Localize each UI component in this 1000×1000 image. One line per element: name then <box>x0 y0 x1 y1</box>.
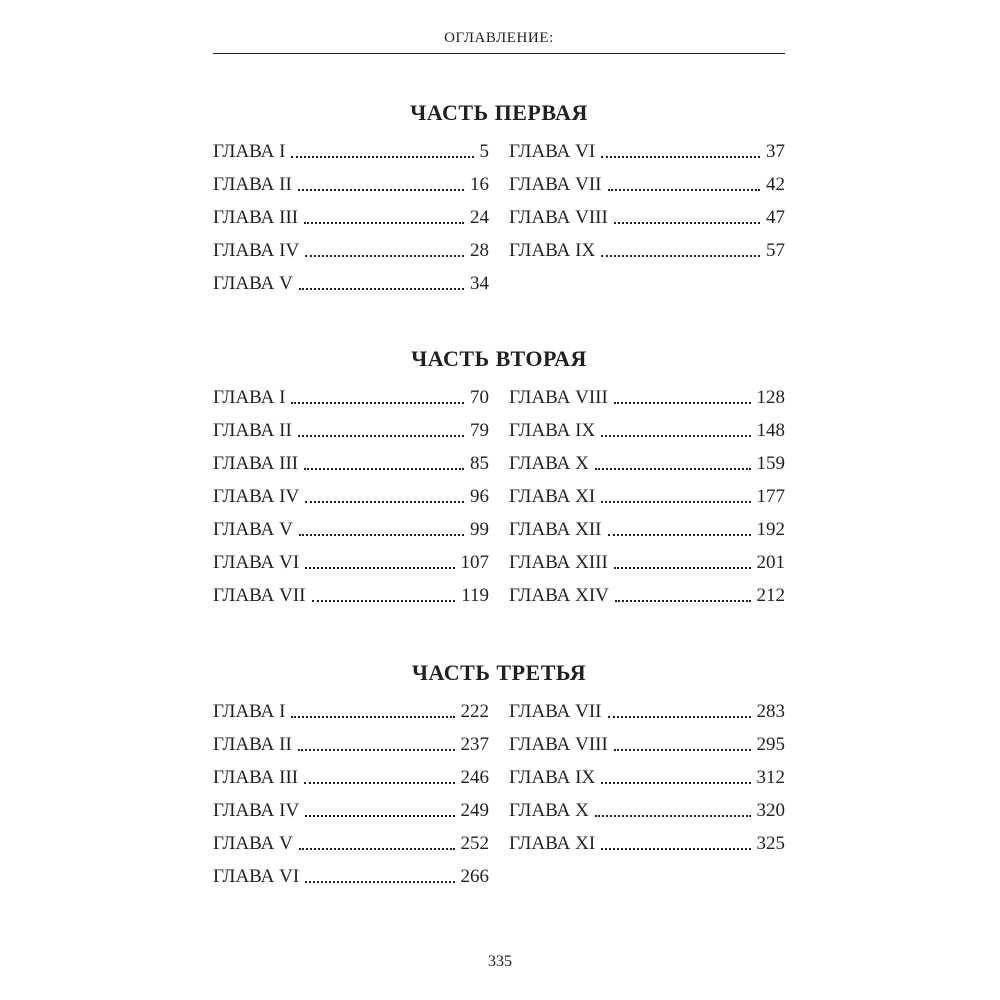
toc-entry <box>213 761 489 794</box>
toc-entry <box>213 579 489 612</box>
dot-leader <box>298 188 464 191</box>
dot-leader <box>601 155 760 158</box>
dot-leader <box>305 500 464 503</box>
toc-entry <box>213 414 489 447</box>
chapter-page-number: 325 <box>756 833 785 854</box>
chapter-label: ГЛАВА V <box>213 273 293 294</box>
dot-leader <box>614 566 751 569</box>
chapter-label: ГЛАВА VII <box>509 174 602 195</box>
dot-leader <box>291 401 464 404</box>
toc-column-left <box>213 695 489 893</box>
dot-leader <box>614 401 751 404</box>
dot-leader <box>614 748 751 751</box>
dot-leader <box>601 500 750 503</box>
chapter-label: ГЛАВА II <box>213 734 292 755</box>
dot-leader <box>304 467 464 470</box>
toc-entry <box>213 135 489 168</box>
chapter-label: ГЛАВА VIII <box>509 387 608 408</box>
toc-column-right <box>509 695 785 860</box>
toc-entry <box>509 201 785 234</box>
chapter-label: ГЛАВА III <box>213 453 299 474</box>
chapter-page-number: 252 <box>460 833 489 854</box>
toc-entry <box>509 480 785 513</box>
dot-leader <box>614 221 760 224</box>
chapter-page-number: 148 <box>756 420 785 441</box>
dot-leader <box>312 599 456 602</box>
chapter-label: ГЛАВА II <box>213 174 292 195</box>
dot-leader <box>304 221 464 224</box>
dot-leader <box>595 814 751 817</box>
chapter-page-number: 192 <box>756 519 785 540</box>
chapter-label: ГЛАВА VI <box>213 866 300 887</box>
part-title: ЧАСТЬ ПЕРВАЯ <box>410 100 588 125</box>
dot-leader <box>305 880 454 883</box>
toc-column-left <box>213 135 489 300</box>
dot-leader <box>608 188 761 191</box>
dot-leader <box>298 434 464 437</box>
toc-entry <box>509 761 785 794</box>
toc-entry <box>213 447 489 480</box>
chapter-page-number: 70 <box>470 387 489 408</box>
chapter-page-number: 119 <box>461 585 489 606</box>
toc-entry <box>213 234 489 267</box>
toc-entry <box>509 513 785 546</box>
toc-entry <box>213 695 489 728</box>
chapter-page-number: 295 <box>756 734 785 755</box>
chapter-label: ГЛАВА IX <box>509 420 596 441</box>
dot-leader <box>299 533 464 536</box>
chapter-label: ГЛАВА VIII <box>509 207 608 228</box>
dot-leader <box>299 287 464 290</box>
toc-entry <box>509 579 785 612</box>
dot-leader <box>608 715 751 718</box>
chapter-page-number: 283 <box>756 701 785 722</box>
toc-column-right <box>509 381 785 612</box>
dot-leader <box>298 748 455 751</box>
dot-leader <box>601 254 760 257</box>
chapter-label: ГЛАВА III <box>213 207 299 228</box>
toc-entry <box>213 201 489 234</box>
chapter-page-number: 177 <box>756 486 785 507</box>
chapter-label: ГЛАВА IV <box>213 486 300 507</box>
chapter-page-number: 107 <box>460 552 489 573</box>
chapter-page-number: 24 <box>470 207 489 228</box>
chapter-page-number: 249 <box>460 800 489 821</box>
chapter-page-number: 96 <box>470 486 489 507</box>
chapter-label: ГЛАВА VII <box>509 701 602 722</box>
chapter-page-number: 47 <box>766 207 785 228</box>
chapter-page-number: 79 <box>470 420 489 441</box>
chapter-label: ГЛАВА VI <box>509 141 596 162</box>
running-title: ОГЛАВЛЕНИЕ: <box>444 30 554 46</box>
chapter-label: ГЛАВА VI <box>213 552 300 573</box>
dot-leader <box>291 155 473 158</box>
dot-leader <box>608 533 751 536</box>
chapter-label: ГЛАВА VII <box>213 585 306 606</box>
chapter-page-number: 222 <box>460 701 489 722</box>
toc-entry <box>213 168 489 201</box>
toc-column-left <box>213 381 489 612</box>
chapter-page-number: 28 <box>470 240 489 261</box>
chapter-page-number: 85 <box>470 453 489 474</box>
chapter-page-number: 320 <box>756 800 785 821</box>
chapter-label: ГЛАВА IV <box>213 800 300 821</box>
chapter-page-number: 42 <box>766 174 785 195</box>
dot-leader <box>291 715 454 718</box>
toc-entry <box>509 234 785 267</box>
toc-entry <box>213 860 489 893</box>
toc-entry <box>213 480 489 513</box>
dot-leader <box>299 847 455 850</box>
toc-entry <box>509 447 785 480</box>
chapter-label: ГЛАВА I <box>213 701 286 722</box>
dot-leader <box>305 254 464 257</box>
chapter-label: ГЛАВА XIV <box>509 585 609 606</box>
dot-leader <box>595 467 751 470</box>
header-rule <box>213 53 785 54</box>
toc-entry <box>509 414 785 447</box>
page-number: 335 <box>488 953 512 970</box>
chapter-label: ГЛАВА X <box>509 453 589 474</box>
chapter-label: ГЛАВА II <box>213 420 292 441</box>
chapter-page-number: 128 <box>756 387 785 408</box>
chapter-label: ГЛАВА X <box>509 800 589 821</box>
toc-entry <box>213 728 489 761</box>
chapter-page-number: 37 <box>766 141 785 162</box>
chapter-page-number: 212 <box>756 585 785 606</box>
toc-entry <box>509 728 785 761</box>
chapter-label: ГЛАВА XI <box>509 486 596 507</box>
chapter-page-number: 266 <box>460 866 489 887</box>
part-title: ЧАСТЬ ВТОРАЯ <box>411 346 587 371</box>
part-section <box>213 346 785 641</box>
dot-leader <box>304 781 454 784</box>
dot-leader <box>601 781 750 784</box>
dot-leader <box>305 566 454 569</box>
toc-entry <box>509 794 785 827</box>
chapter-page-number: 99 <box>470 519 489 540</box>
chapter-label: ГЛАВА IX <box>509 767 596 788</box>
chapter-label: ГЛАВА I <box>213 141 286 162</box>
chapter-label: ГЛАВА IV <box>213 240 300 261</box>
chapter-label: ГЛАВА IX <box>509 240 596 261</box>
toc-entry <box>509 546 785 579</box>
part-section <box>213 660 785 955</box>
part-title: ЧАСТЬ ТРЕТЬЯ <box>411 660 587 685</box>
toc-entry <box>509 168 785 201</box>
toc-entry <box>213 267 489 300</box>
chapter-page-number: 246 <box>460 767 489 788</box>
toc-entry <box>509 135 785 168</box>
toc-entry <box>213 827 489 860</box>
toc-entry <box>213 794 489 827</box>
chapter-label: ГЛАВА XI <box>509 833 596 854</box>
chapter-label: ГЛАВА V <box>213 519 293 540</box>
dot-leader <box>601 434 750 437</box>
chapter-page-number: 237 <box>460 734 489 755</box>
chapter-page-number: 5 <box>479 141 489 162</box>
chapter-label: ГЛАВА V <box>213 833 293 854</box>
dot-leader <box>601 847 750 850</box>
chapter-page-number: 201 <box>756 552 785 573</box>
chapter-label: ГЛАВА VIII <box>509 734 608 755</box>
toc-entry <box>509 827 785 860</box>
dot-leader <box>615 599 751 602</box>
chapter-label: ГЛАВА XIII <box>509 552 608 573</box>
chapter-label: ГЛАВА III <box>213 767 299 788</box>
chapter-page-number: 34 <box>470 273 489 294</box>
toc-entry <box>509 381 785 414</box>
chapter-page-number: 57 <box>766 240 785 261</box>
toc-entry <box>213 513 489 546</box>
toc-column-right <box>509 135 785 267</box>
chapter-page-number: 159 <box>756 453 785 474</box>
chapter-label: ГЛАВА I <box>213 387 286 408</box>
toc-entry <box>509 695 785 728</box>
dot-leader <box>305 814 454 817</box>
toc-entry <box>213 546 489 579</box>
chapter-label: ГЛАВА XII <box>509 519 602 540</box>
toc-entry <box>213 381 489 414</box>
chapter-page-number: 312 <box>756 767 785 788</box>
chapter-page-number: 16 <box>470 174 489 195</box>
